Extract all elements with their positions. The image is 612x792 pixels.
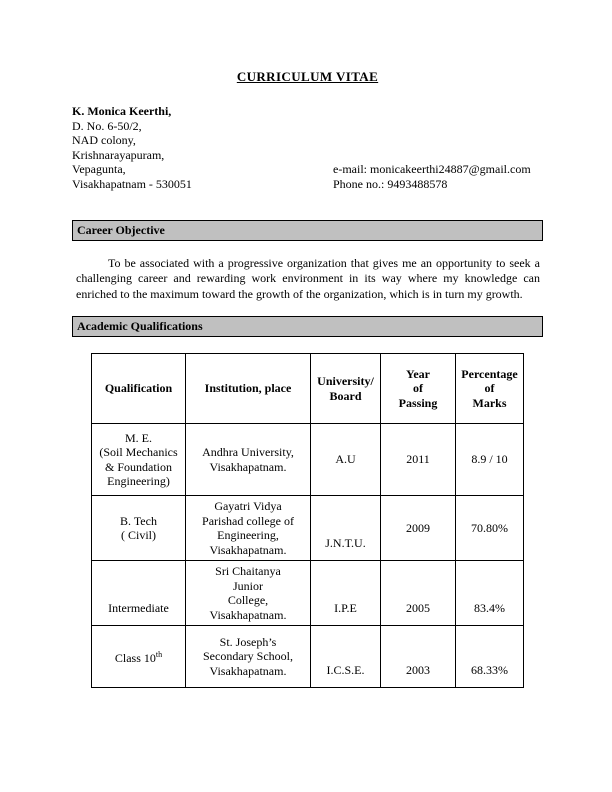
table-header-row bbox=[92, 354, 524, 424]
cell-percentage: 83.4% bbox=[456, 561, 524, 626]
cell-institution: Gayatri Vidya Parishad college of Engineering, Visakhapatnam. bbox=[186, 496, 311, 561]
address-line-4: Vepagunta, bbox=[72, 162, 126, 177]
address-line-5: Visakhapatnam - 530051 bbox=[72, 176, 192, 191]
class10-label: Class 10 bbox=[114, 650, 156, 665]
section-header-career-objective bbox=[72, 220, 543, 241]
title-row bbox=[72, 68, 543, 86]
cell-qualification bbox=[92, 626, 186, 688]
career-objective-heading: Career Objective bbox=[77, 222, 165, 237]
cell-qualification: M. E. (Soil Mechanics & Foundation Engineering) bbox=[92, 424, 186, 496]
header-qualification: Qualification bbox=[92, 354, 186, 424]
cell-percentage: 68.33% bbox=[456, 626, 524, 688]
cell-percentage: 70.80% bbox=[456, 496, 524, 561]
cell-board: A.U bbox=[311, 424, 381, 496]
cell-year: 2005 bbox=[381, 561, 456, 626]
address-line-3: Krishnarayapuram, bbox=[72, 147, 165, 162]
header-institution: Institution, place bbox=[186, 354, 311, 424]
academic-qualifications-heading: Academic Qualifications bbox=[77, 319, 203, 334]
cell-year: 2011 bbox=[381, 424, 456, 496]
cell-year: 2003 bbox=[381, 626, 456, 688]
address-line-2: NAD colony, bbox=[72, 133, 136, 148]
cell-institution: St. Joseph’s Secondary School, Visakhapatnam. bbox=[186, 626, 311, 688]
contact-name: K. Monica Keerthi, bbox=[72, 104, 172, 118]
contact-block bbox=[72, 104, 543, 192]
contact-right-block bbox=[333, 162, 531, 192]
cell-qualification: Intermediate bbox=[92, 561, 186, 626]
cell-institution: Andhra University, Visakhapatnam. bbox=[186, 424, 311, 496]
career-objective-text: To be associated with a progressive organization that gives me an opportunity to seek a challenging career and rewarding work environment in its way where my knowledge can enriched to the maximum toward the growth of the organization, which is in turn my growth. bbox=[76, 255, 540, 301]
cell-year: 2009 bbox=[381, 496, 456, 561]
cell-percentage: 8.9 / 10 bbox=[456, 424, 524, 496]
qualifications-table bbox=[91, 353, 524, 688]
section-header-academic-qualifications bbox=[72, 316, 543, 337]
cell-board: J.N.T.U. bbox=[311, 496, 381, 561]
table-row-intermediate bbox=[92, 561, 524, 626]
header-university-board: University/ Board bbox=[311, 354, 381, 424]
table-row-me bbox=[92, 424, 524, 496]
header-percentage-of-marks: Percentage of Marks bbox=[456, 354, 524, 424]
cell-institution: Sri Chaitanya Junior College, Visakhapatnam. bbox=[186, 561, 311, 626]
table-row-btech bbox=[92, 496, 524, 561]
cell-board: I.C.S.E. bbox=[311, 626, 381, 688]
cell-board: I.P.E bbox=[311, 561, 381, 626]
table-row-class10 bbox=[92, 626, 524, 688]
contact-email: e-mail: monicakeerthi24887@gmail.com bbox=[333, 162, 531, 176]
contact-phone: Phone no.: 9493488578 bbox=[333, 177, 448, 191]
cell-qualification: B. Tech ( Civil) bbox=[92, 496, 186, 561]
document-title: CURRICULUM VITAE bbox=[236, 69, 379, 84]
address-line-1: D. No. 6-50/2, bbox=[72, 118, 142, 133]
header-year-of-passing: Year of Passing bbox=[381, 354, 456, 424]
class10-superscript: th bbox=[155, 649, 163, 659]
